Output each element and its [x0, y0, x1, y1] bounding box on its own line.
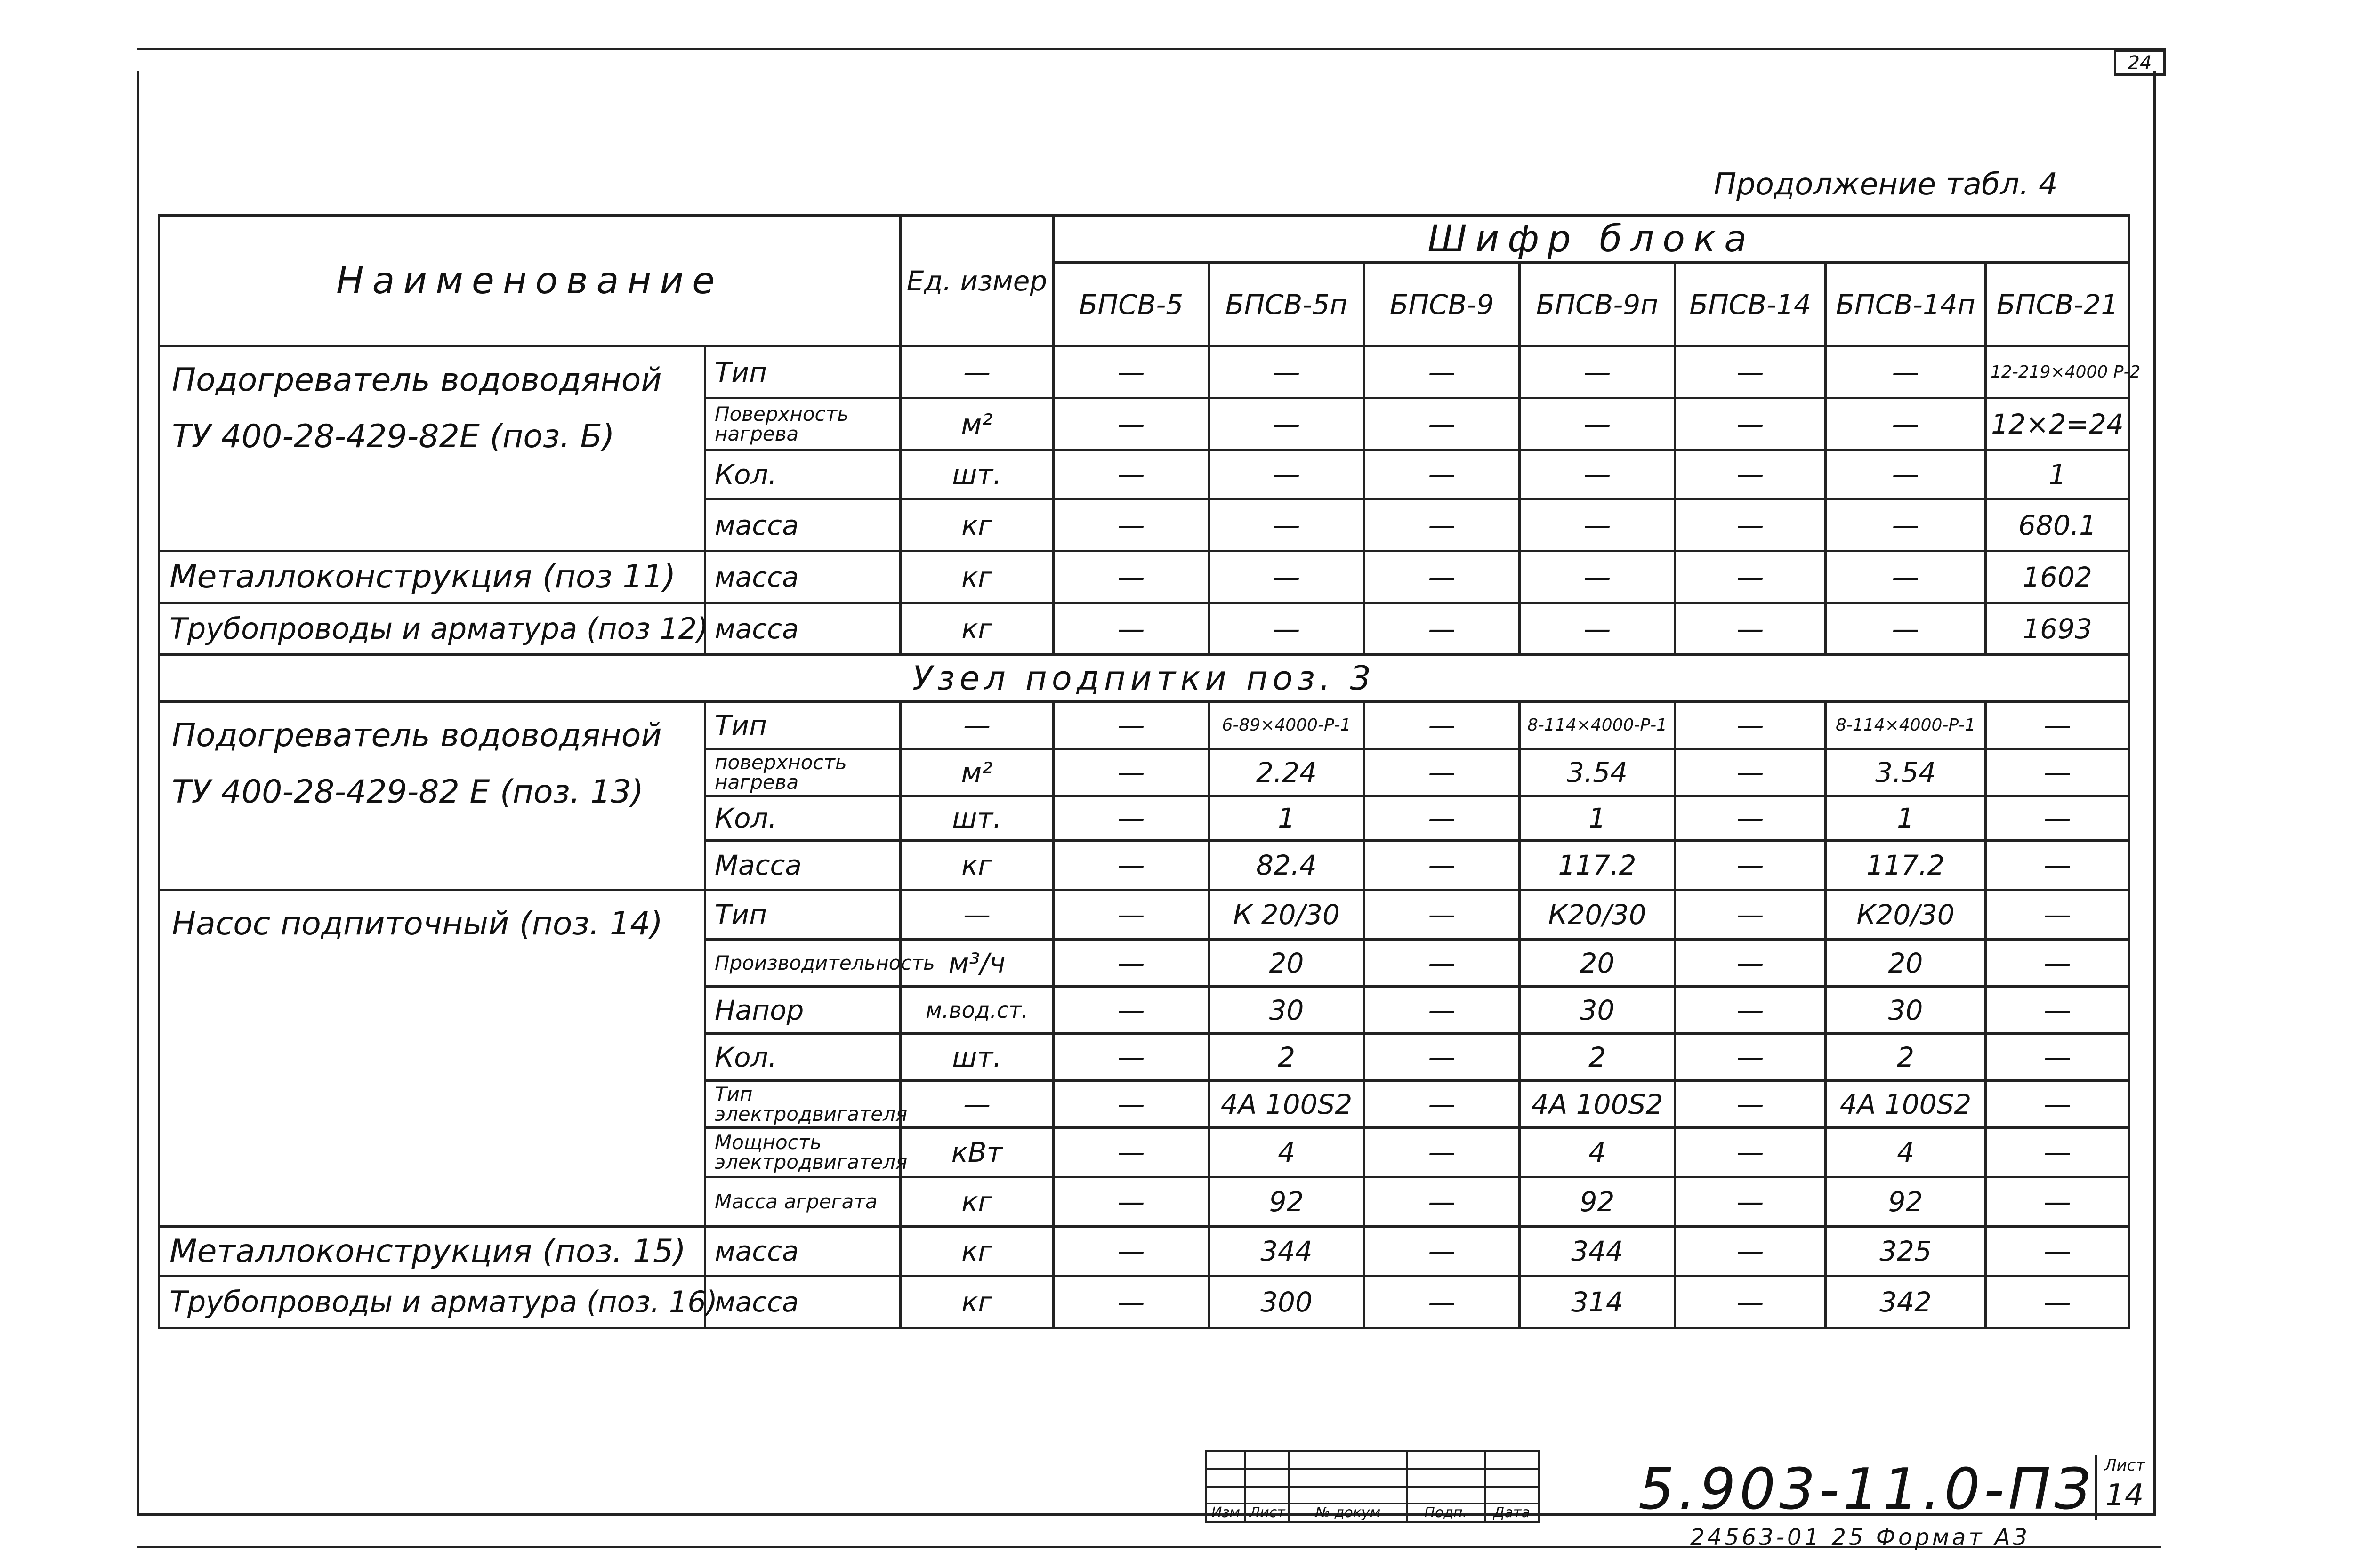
s1-heater-name: Подогреватель водоводяной ТУ 400-28-429-82Е (поз. Б)	[159, 346, 705, 551]
value-cell: —	[1209, 346, 1364, 398]
param-label: масса	[705, 603, 901, 655]
sheet-value: 14	[2105, 1478, 2144, 1513]
value-cell: —	[1364, 1128, 1520, 1177]
value-cell: —	[1675, 1276, 1826, 1328]
value-cell: 325	[1826, 1227, 1986, 1276]
value-cell: —	[1364, 1177, 1520, 1227]
value-cell: —	[1675, 1227, 1826, 1276]
value-cell: —	[1675, 796, 1826, 841]
value-cell: 8-114×4000-Р-1	[1826, 702, 1986, 749]
value-cell: —	[1054, 1276, 1209, 1328]
value-cell: —	[1209, 450, 1364, 499]
value-cell: 30	[1520, 987, 1675, 1034]
value-cell: 92	[1209, 1177, 1364, 1227]
value-cell: —	[1054, 987, 1209, 1034]
value-cell: —	[1364, 702, 1520, 749]
value-cell: К20/30	[1826, 890, 1986, 940]
value-cell: 82.4	[1209, 841, 1364, 890]
value-cell: —	[1364, 346, 1520, 398]
s2-pipes-name: Трубопроводы и арматура (поз. 16)	[159, 1276, 705, 1328]
value-cell: —	[1986, 1034, 2129, 1081]
value-cell: —	[1209, 551, 1364, 603]
value-cell: —	[1986, 841, 2129, 890]
value-cell: 2	[1209, 1034, 1364, 1081]
continuation-label: Продолжение табл. 4	[1714, 167, 2058, 202]
value-cell: 2	[1520, 1034, 1675, 1081]
param-label: Масса	[705, 841, 901, 890]
unit-cell: —	[901, 346, 1054, 398]
value-cell: —	[1826, 603, 1986, 655]
value-cell: —	[1054, 841, 1209, 890]
value-cell: 1	[1826, 796, 1986, 841]
value-cell: 6-89×4000-Р-1	[1209, 702, 1364, 749]
value-cell: 4А 100S2	[1520, 1081, 1675, 1128]
revision-grid	[1205, 1450, 1540, 1523]
spec-table	[158, 214, 2141, 1329]
col-header: БПСВ-5п	[1209, 263, 1364, 346]
value-cell: —	[1209, 398, 1364, 450]
s2-metal-name: Металлоконструкция (поз. 15)	[159, 1227, 705, 1276]
value-cell: —	[1520, 551, 1675, 603]
param-label: Тип	[705, 702, 901, 749]
value-cell: К20/30	[1520, 890, 1675, 940]
value-cell: —	[1675, 1081, 1826, 1128]
value-cell: —	[1054, 940, 1209, 987]
header-name: Наименование	[159, 216, 901, 346]
value-cell: 1	[1209, 796, 1364, 841]
tb-col-label: Дата	[1485, 1504, 1539, 1522]
value-cell: —	[1986, 890, 2129, 940]
col-header: БПСВ-21	[1986, 263, 2129, 346]
header-unit: Ед. измер	[901, 216, 1054, 346]
value-cell: —	[1364, 749, 1520, 796]
value-cell: —	[1986, 749, 2129, 796]
value-cell: 117.2	[1520, 841, 1675, 890]
value-cell: —	[1986, 1227, 2129, 1276]
unit-cell: кВт	[901, 1128, 1054, 1177]
value-cell: 4	[1826, 1128, 1986, 1177]
unit-cell: кг	[901, 1177, 1054, 1227]
unit-cell: кг	[901, 499, 1054, 551]
value-cell: —	[1054, 1227, 1209, 1276]
value-cell: —	[1675, 551, 1826, 603]
value-cell: —	[1054, 796, 1209, 841]
value-cell: —	[1986, 987, 2129, 1034]
unit-cell: шт.	[901, 796, 1054, 841]
param-label: Производительность	[705, 940, 901, 987]
value-cell: —	[1675, 603, 1826, 655]
value-cell: —	[1364, 1276, 1520, 1328]
value-cell: —	[1986, 1128, 2129, 1177]
value-cell: —	[1986, 1177, 2129, 1227]
value-cell: —	[1054, 1034, 1209, 1081]
value-cell: —	[1054, 499, 1209, 551]
value-cell: —	[1986, 702, 2129, 749]
value-cell: 117.2	[1826, 841, 1986, 890]
unit-cell: м³/ч	[901, 940, 1054, 987]
value-cell: 2.24	[1209, 749, 1364, 796]
value-cell: —	[1364, 841, 1520, 890]
unit-cell: кг	[901, 1276, 1054, 1328]
unit-cell: м.вод.ст.	[901, 987, 1054, 1034]
value-cell: —	[1364, 1081, 1520, 1128]
value-cell: —	[1364, 1034, 1520, 1081]
tb-col-label: № докум	[1289, 1504, 1406, 1522]
param-label: Масса агрегата	[705, 1177, 901, 1227]
param-label: Напор	[705, 987, 901, 1034]
value-cell: —	[1054, 749, 1209, 796]
header-cipher: Шифр блока	[1054, 216, 2129, 263]
value-cell: —	[1675, 1177, 1826, 1227]
value-cell: —	[1826, 398, 1986, 450]
value-cell: 342	[1826, 1276, 1986, 1328]
value-cell: —	[1675, 450, 1826, 499]
value-cell: —	[1986, 940, 2129, 987]
tb-col-label: Подп.	[1407, 1504, 1485, 1522]
param-label: масса	[705, 551, 901, 603]
unit-cell: кг	[901, 841, 1054, 890]
value-cell: —	[1054, 346, 1209, 398]
value-cell: —	[1520, 603, 1675, 655]
footer-text: 24563-01 25 Формат А3	[1690, 1524, 2031, 1551]
col-header: БПСВ-14п	[1826, 263, 1986, 346]
col-header: БПСВ-9п	[1520, 263, 1675, 346]
value-cell: —	[1826, 499, 1986, 551]
param-label: Тип	[705, 890, 901, 940]
value-cell: 3.54	[1826, 749, 1986, 796]
value-cell: —	[1364, 603, 1520, 655]
value-cell: —	[1054, 398, 1209, 450]
value-cell: —	[1054, 890, 1209, 940]
value-cell: —	[1520, 499, 1675, 551]
value-cell: 20	[1826, 940, 1986, 987]
value-cell: —	[1209, 499, 1364, 551]
value-cell: —	[1054, 603, 1209, 655]
value-cell: 8-114×4000-Р-1	[1520, 702, 1675, 749]
value-cell: —	[1364, 551, 1520, 603]
col-header: БПСВ-9	[1364, 263, 1520, 346]
col-header: БПСВ-5	[1054, 263, 1209, 346]
value-cell: —	[1675, 702, 1826, 749]
param-label: Тип электродвигателя	[705, 1081, 901, 1128]
value-cell: —	[1364, 450, 1520, 499]
col-header: БПСВ-14	[1675, 263, 1826, 346]
value-cell: —	[1675, 1128, 1826, 1177]
value-cell: —	[1520, 450, 1675, 499]
s1-metal-name: Металлоконструкция (поз 11)	[159, 551, 705, 603]
value-cell: —	[1364, 499, 1520, 551]
value-cell: 92	[1520, 1177, 1675, 1227]
value-cell: 344	[1520, 1227, 1675, 1276]
section2-title: Узел подпитки поз. 3	[159, 655, 2129, 702]
sheet-number: 24	[2128, 52, 2152, 74]
unit-cell: кг	[901, 1227, 1054, 1276]
value-cell: 1	[1986, 450, 2129, 499]
value-cell: —	[1826, 450, 1986, 499]
sheet-label: Лист	[2104, 1456, 2145, 1475]
value-cell: 1602	[1986, 551, 2129, 603]
value-cell: 680.1	[1986, 499, 2129, 551]
value-cell: 3.54	[1520, 749, 1675, 796]
tb-col-label: Изм	[1206, 1504, 1245, 1522]
value-cell: 30	[1209, 987, 1364, 1034]
value-cell: 4А 100S2	[1209, 1081, 1364, 1128]
value-cell: —	[1054, 1128, 1209, 1177]
value-cell: 20	[1209, 940, 1364, 987]
value-cell: —	[1986, 796, 2129, 841]
s2-heater-name: Подогреватель водоводяной ТУ 400-28-429-82 Е (поз. 13)	[159, 702, 705, 890]
param-label: Кол.	[705, 796, 901, 841]
title-block	[1205, 1450, 2156, 1520]
value-cell: 314	[1520, 1276, 1675, 1328]
value-cell: —	[1675, 398, 1826, 450]
document-number: 5.903-11.0-ПЗ	[1638, 1457, 2095, 1522]
value-cell: —	[1675, 346, 1826, 398]
value-cell: —	[1054, 702, 1209, 749]
value-cell: 1	[1520, 796, 1675, 841]
unit-cell: шт.	[901, 450, 1054, 499]
param-label: Мощность электродвигателя	[705, 1128, 901, 1177]
value-cell: 20	[1520, 940, 1675, 987]
s2-pump-name: Насос подпиточный (поз. 14)	[159, 890, 705, 1227]
value-cell: —	[1364, 890, 1520, 940]
param-label: масса	[705, 1276, 901, 1328]
top-rule	[137, 48, 2166, 50]
value-cell: —	[1675, 890, 1826, 940]
value-cell: —	[1209, 603, 1364, 655]
unit-cell: кг	[901, 551, 1054, 603]
unit-cell: м²	[901, 749, 1054, 796]
value-cell: —	[1675, 1034, 1826, 1081]
param-label: масса	[705, 1227, 901, 1276]
unit-cell: —	[901, 1081, 1054, 1128]
s1-pipes-name: Трубопроводы и арматура (поз 12)	[159, 603, 705, 655]
value-cell: 30	[1826, 987, 1986, 1034]
value-cell: —	[1054, 450, 1209, 499]
value-cell: 300	[1209, 1276, 1364, 1328]
value-cell: —	[1054, 1177, 1209, 1227]
param-label: Кол.	[705, 1034, 901, 1081]
value-cell: —	[1054, 551, 1209, 603]
value-cell: 4	[1209, 1128, 1364, 1177]
value-cell: —	[1826, 551, 1986, 603]
unit-cell: шт.	[901, 1034, 1054, 1081]
value-cell: 92	[1826, 1177, 1986, 1227]
value-cell: —	[1675, 499, 1826, 551]
value-cell: —	[1364, 1227, 1520, 1276]
unit-cell: кг	[901, 603, 1054, 655]
value-cell: 12-219×4000 Р-2	[1986, 346, 2129, 398]
value-cell: —	[1364, 940, 1520, 987]
unit-cell: —	[901, 890, 1054, 940]
value-cell: —	[1986, 1276, 2129, 1328]
value-cell: —	[1364, 796, 1520, 841]
param-label: Поверхность нагрева	[705, 398, 901, 450]
param-label: масса	[705, 499, 901, 551]
value-cell: 2	[1826, 1034, 1986, 1081]
value-cell: —	[1520, 398, 1675, 450]
value-cell: —	[1675, 940, 1826, 987]
value-cell: К 20/30	[1209, 890, 1364, 940]
value-cell: —	[1675, 749, 1826, 796]
tb-col-label: Лист	[1245, 1504, 1289, 1522]
param-label: Тип	[705, 346, 901, 398]
unit-cell: м²	[901, 398, 1054, 450]
param-label: поверхность нагрева	[705, 749, 901, 796]
value-cell: —	[1675, 987, 1826, 1034]
value-cell: 344	[1209, 1227, 1364, 1276]
value-cell: —	[1364, 398, 1520, 450]
value-cell: —	[1520, 346, 1675, 398]
value-cell: —	[1826, 346, 1986, 398]
value-cell: 4	[1520, 1128, 1675, 1177]
unit-cell: —	[901, 702, 1054, 749]
value-cell: 1693	[1986, 603, 2129, 655]
value-cell: 4А 100S2	[1826, 1081, 1986, 1128]
value-cell: 12×2=24	[1986, 398, 2129, 450]
value-cell: —	[1675, 841, 1826, 890]
value-cell: —	[1986, 1081, 2129, 1128]
param-label: Кол.	[705, 450, 901, 499]
value-cell: —	[1054, 1081, 1209, 1128]
value-cell: —	[1364, 987, 1520, 1034]
